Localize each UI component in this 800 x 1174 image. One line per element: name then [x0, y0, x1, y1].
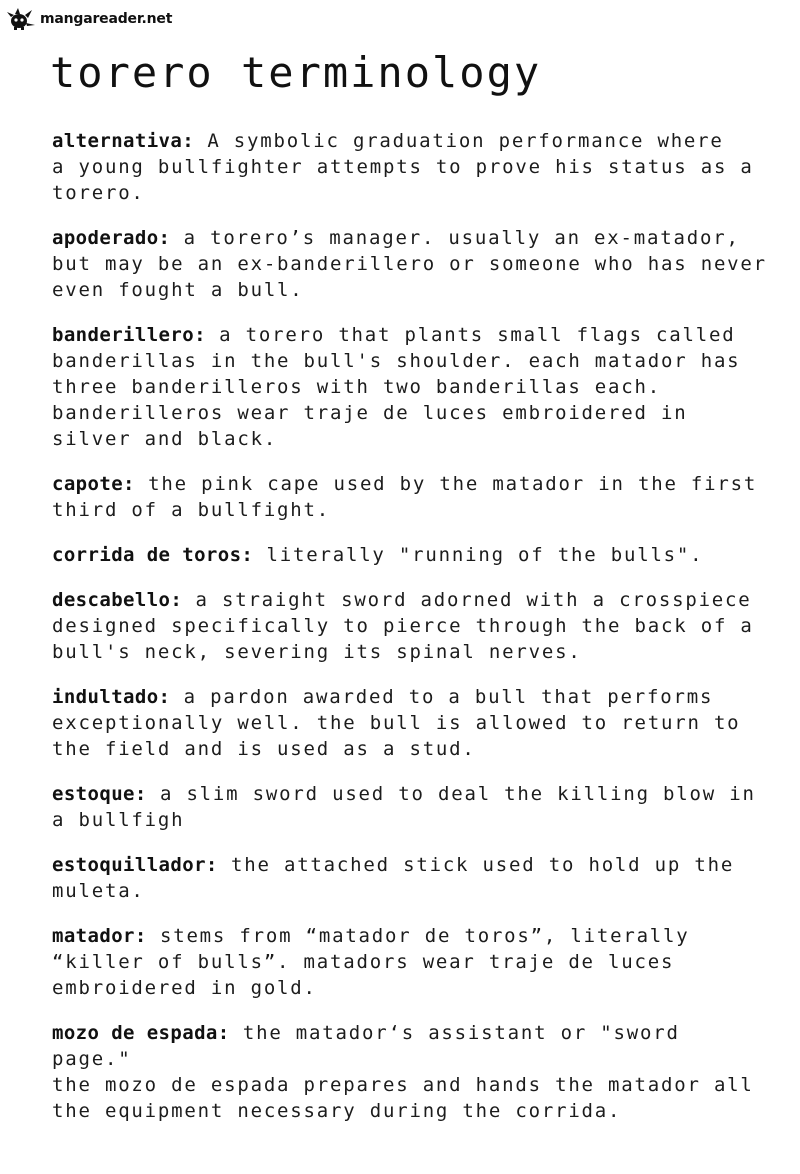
glossary-term: indultado:: [52, 686, 171, 708]
character-icon: [6, 8, 36, 30]
glossary-definition: a straight sword adorned with a crosspiece designed specifically to pierce through the back of a bull's neck, severing its spinal nerves.: [52, 589, 754, 663]
glossary-definition: a pardon awarded to a bull that performs exceptionally well. the bull is allowed to return to the field and is used as a stud.: [52, 686, 741, 760]
glossary-entry-indultado: [52, 684, 772, 762]
glossary-entry-matador: [52, 923, 772, 1001]
glossary-entry-apoderado: [52, 225, 772, 303]
watermark: [6, 6, 172, 32]
glossary-term: estoque:: [52, 783, 147, 805]
glossary-definition: literally "running of the bulls".: [266, 544, 704, 566]
glossary-term: mozo de espada:: [52, 1022, 230, 1044]
glossary-term: banderillero:: [52, 324, 206, 346]
glossary-definition: a slim sword used to deal the killing blow in a bullfigh: [52, 783, 756, 831]
watermark-site-text: mangareader.net: [40, 11, 173, 27]
glossary-definition: the matador‘s assistant or "sword page." the mozo de espada prepares and hands the matador all the equipment necessary during the corrida.: [52, 1022, 754, 1122]
glossary-definition: A symbolic graduation performance where a young bullfighter attempts to prove his status as a torero.: [52, 130, 754, 204]
glossary-entry-banderillero: [52, 322, 772, 452]
glossary-definition: the pink cape used by the matador in the first third of a bullfight.: [52, 473, 758, 521]
glossary-term: capote:: [52, 473, 135, 495]
glossary-entry-estoque: [52, 781, 772, 833]
glossary-definition: the attached stick used to hold up the muleta.: [52, 854, 735, 902]
glossary-entry-descabello: [52, 587, 772, 665]
glossary-term: alternativa:: [52, 130, 195, 152]
glossary-term: estoquillador:: [52, 854, 218, 876]
glossary-entry-estoquillador: [52, 852, 772, 904]
glossary-entry-corrida-de-toros: [52, 542, 772, 568]
glossary-list: [52, 128, 772, 1143]
glossary-definition: stems from “matador de toros”, literally “killer of bulls”. matadors wear traje de luces embroidered in gold.: [52, 925, 690, 999]
glossary-term: corrida de toros:: [52, 544, 254, 566]
page-title: torero terminology: [50, 48, 542, 97]
glossary-term: matador:: [52, 925, 147, 947]
glossary-entry-capote: [52, 471, 772, 523]
glossary-term: apoderado:: [52, 227, 171, 249]
glossary-term: descabello:: [52, 589, 183, 611]
glossary-entry-alternativa: [52, 128, 772, 206]
glossary-definition: a torero that plants small flags called banderillas in the bull's shoulder. each matador has three banderilleros with two banderillas each. banderilleros wear traje de luces embroidered in silver and black.: [52, 324, 741, 450]
glossary-entry-mozo-de-espada: [52, 1020, 772, 1124]
glossary-definition: a torero’s manager. usually an ex-matador, but may be an ex-banderillero or someone who has never even fought a bull.: [52, 227, 767, 301]
